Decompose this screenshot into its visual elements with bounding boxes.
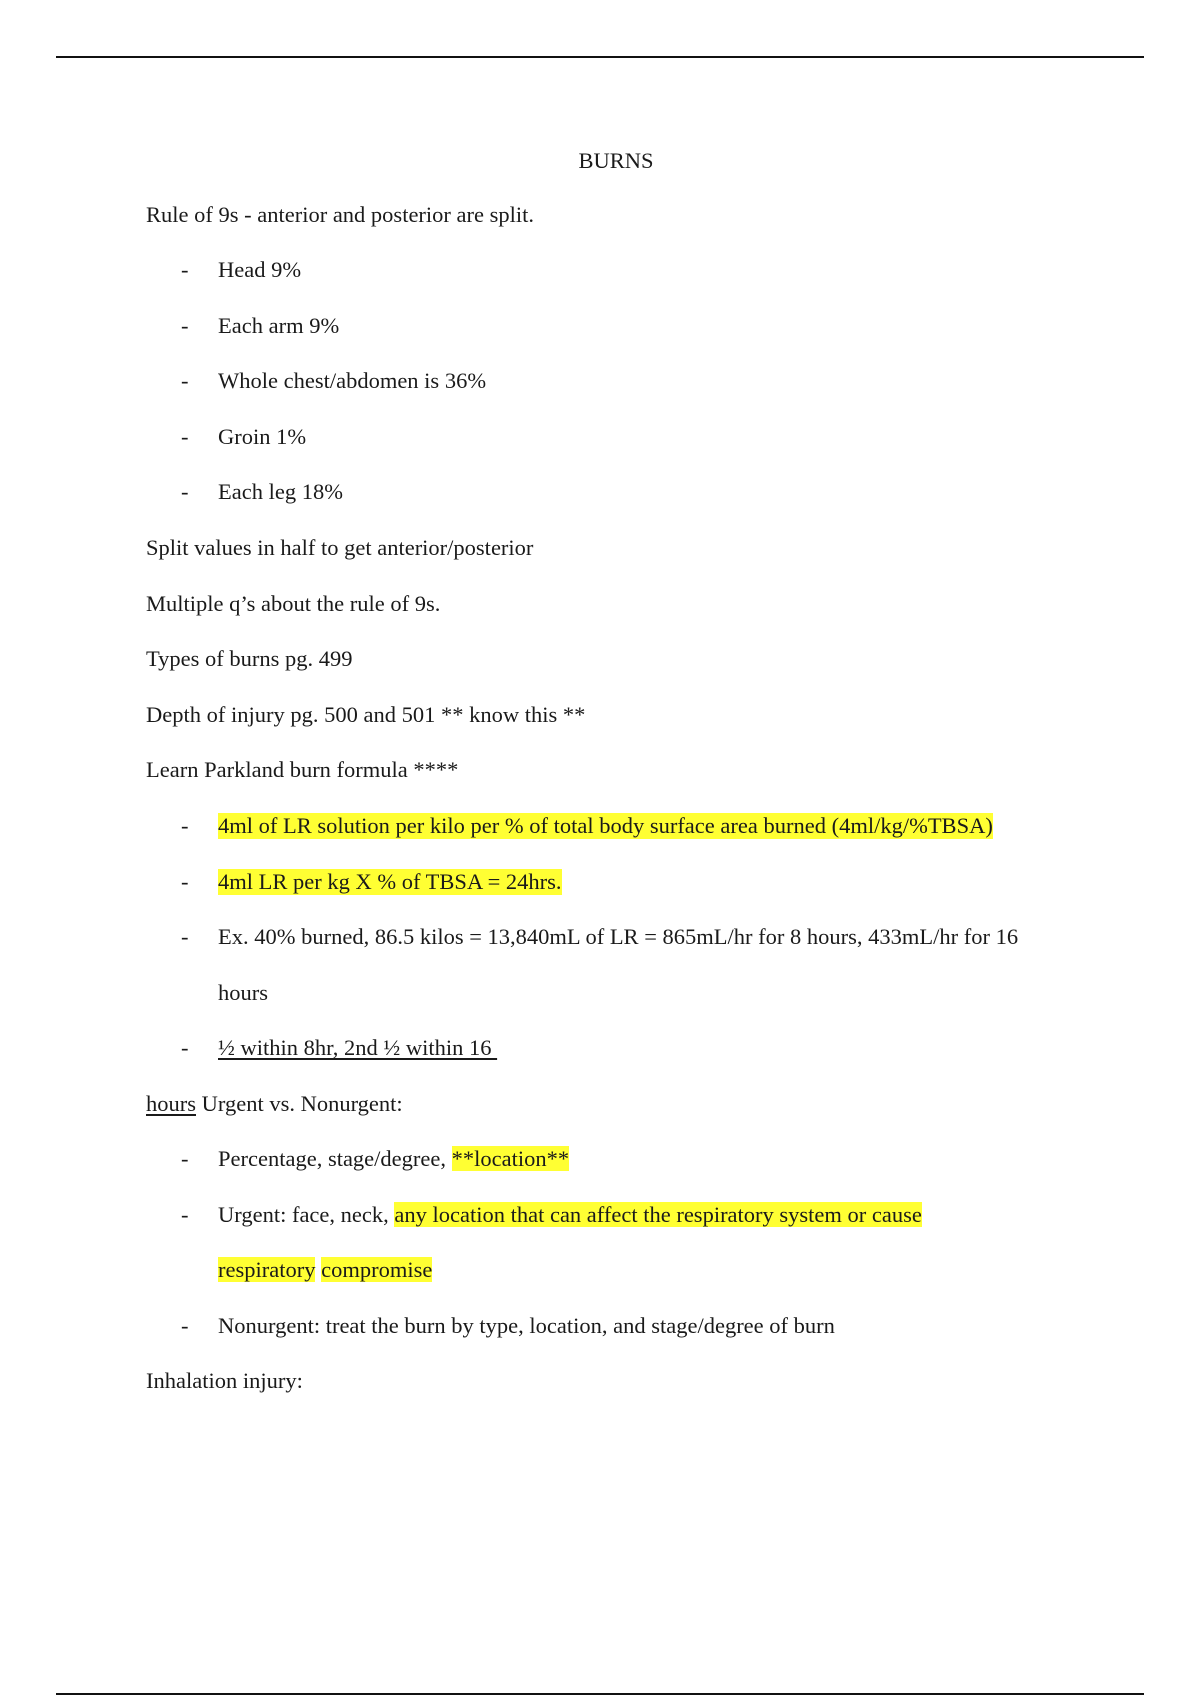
highlighted-text: **location** (451, 1146, 570, 1171)
note-line: Split values in half to get anterior/posterior (146, 535, 534, 560)
highlighted-text: compromise (321, 1257, 433, 1282)
highlighted-text: 4ml LR per kg X % of TBSA = 24hrs. (218, 869, 562, 894)
note-line: Depth of injury pg. 500 and 501 ** know this ** (146, 702, 586, 727)
footer-rule (56, 1693, 1144, 1695)
inhalation-heading: Inhalation injury: (146, 1368, 303, 1393)
note-line: Learn Parkland burn formula **** (146, 757, 459, 782)
highlighted-text: 4ml of LR solution per kilo per % of total body surface area burned (4ml/kg/%TBSA) (218, 813, 993, 838)
note-line: Multiple q’s about the rule of 9s. (146, 591, 441, 616)
header-rule (56, 56, 1144, 58)
highlighted-text: respiratory (218, 1257, 316, 1282)
urgent-heading: hours Urgent vs. Nonurgent: (146, 1091, 403, 1116)
page-title: BURNS (578, 148, 654, 173)
note-line: Types of burns pg. 499 (146, 646, 353, 671)
rule-of-nines-heading: Rule of 9s - anterior and posterior are split. (146, 202, 535, 227)
highlighted-text: any location that can affect the respiratory system or cause (394, 1202, 922, 1227)
